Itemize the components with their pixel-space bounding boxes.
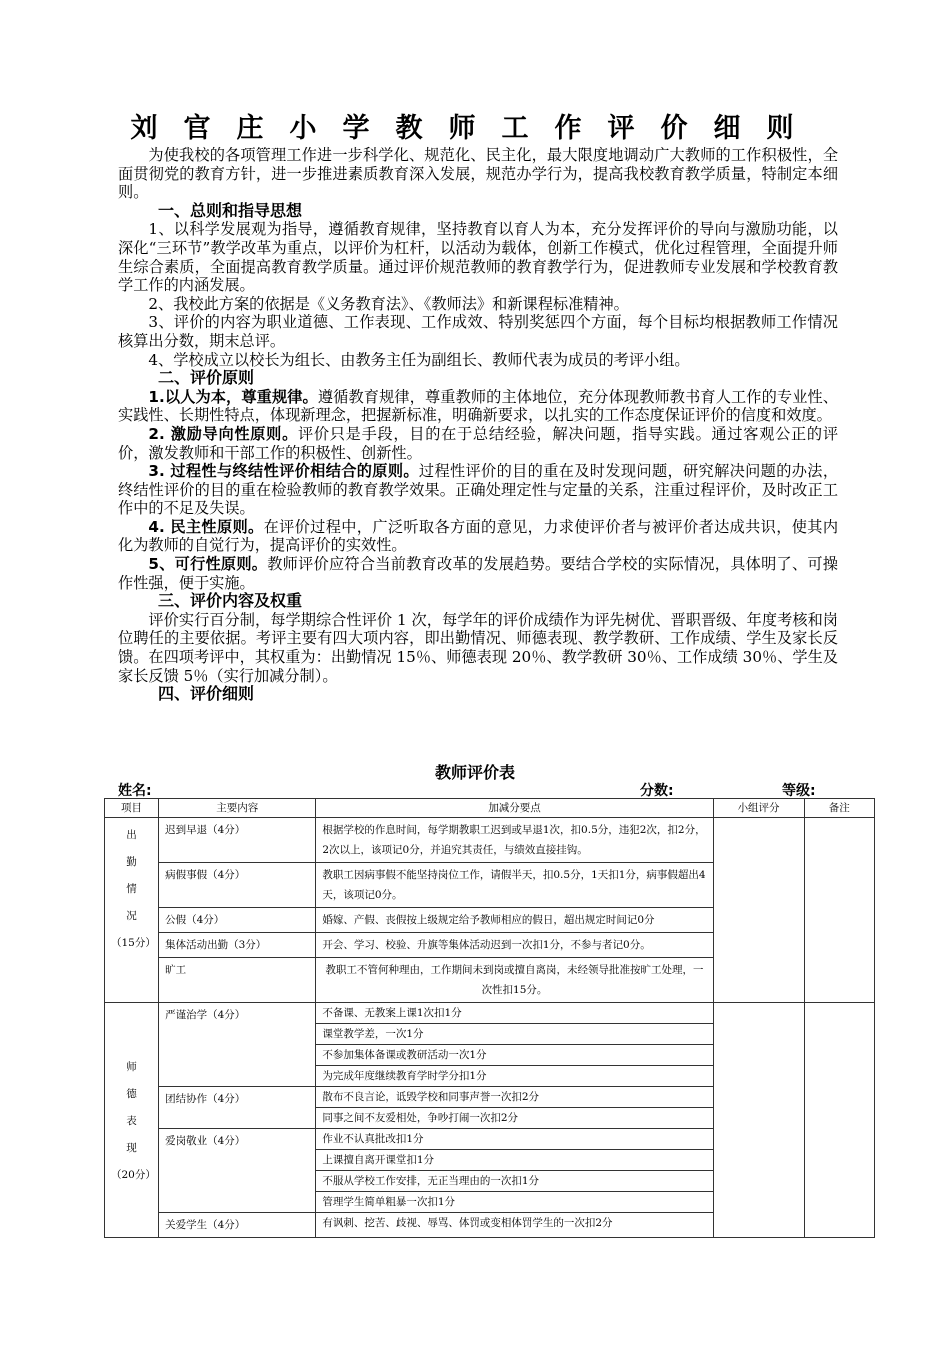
content-cell: 病假事假（4分） bbox=[159, 863, 316, 908]
category-char: 表 bbox=[126, 1114, 137, 1127]
evaluation-table bbox=[104, 798, 875, 1238]
header-content: 主要内容 bbox=[159, 799, 316, 818]
points-line: 课堂教学差，一次1分 bbox=[316, 1024, 712, 1045]
content-cell: 旷工 bbox=[159, 958, 316, 1003]
document-title: 刘官庄小学教师工作评价细则 bbox=[130, 113, 820, 144]
note-cell[interactable] bbox=[804, 818, 875, 1003]
section1-paragraph-2: 2、我校此方案的依据是《义务教育法》、《教师法》和新课程标准精神。 bbox=[148, 294, 629, 313]
principle-5-title: 5、可行性原则。 bbox=[148, 555, 268, 574]
points-cell: 教职工因病事假不能坚持岗位工作，请假半天，扣0.5分，1天扣1分，病事假超出4天，该项记0分。 bbox=[316, 863, 713, 908]
points-line: 有讽刺、挖苦、歧视、辱骂、体罚或变相体罚学生的一次扣2分 bbox=[322, 1217, 613, 1229]
principle-1-title: 1.以人为本，尊重规律。 bbox=[148, 387, 318, 406]
table-header-row bbox=[105, 799, 875, 818]
category-attendance bbox=[105, 818, 159, 1003]
points-cell bbox=[316, 1129, 713, 1213]
category-char: 出 bbox=[126, 829, 137, 841]
content-cell: 迟到早退（4分） bbox=[159, 818, 316, 863]
points-line: 不参加集体备课或教研活动一次1分 bbox=[316, 1045, 712, 1066]
category-char: 情 bbox=[126, 883, 137, 895]
score-label: 分数: bbox=[640, 783, 674, 799]
section1-paragraph-3: 3、评价的内容为职业道德、工作表现、工作成效、特别奖惩四个方面，每个目标均根据教师工作情况核算出分数，期末总评。 bbox=[118, 313, 838, 350]
section1-heading: 一、总则和指导思想 bbox=[158, 200, 303, 220]
principle-4-title: 4. 民主性原则。 bbox=[148, 517, 264, 536]
points-line: 不服从学校工作安排，无正当理由的一次扣1分 bbox=[316, 1171, 712, 1192]
points-line: 上课擅自离开课堂扣1分 bbox=[316, 1150, 712, 1171]
category-char: 师 bbox=[126, 1060, 137, 1073]
points-line: 同事之间不友爱相处，争吵打闹一次扣2分 bbox=[322, 1112, 519, 1124]
table-row bbox=[105, 1003, 875, 1087]
principle-2 bbox=[118, 425, 838, 462]
section1-paragraph-4: 4、学校成立以校长为组长、由教务主任为副组长、教师代表为成员的考评小组。 bbox=[148, 350, 690, 369]
principle-1-text: 遵循教育规律，尊重教师的主体地位，充分体现教师教书育人工作的专业性、实践性、长期性特点，体现新理念，把握新标准，明确新要求，以扎实的工作态度保证评价的信度和效度。 bbox=[118, 387, 838, 425]
content-cell: 严谨治学（4分） bbox=[159, 1003, 316, 1087]
category-weight: （20分） bbox=[111, 1168, 156, 1181]
content-cell: 公假（4分） bbox=[159, 908, 316, 933]
category-weight: （15分） bbox=[111, 937, 156, 949]
principle-4 bbox=[118, 518, 838, 555]
grade-label: 等级: bbox=[782, 783, 816, 799]
principle-2-title: 2. 激励导向性原则。 bbox=[148, 424, 298, 443]
category-char: 况 bbox=[126, 910, 137, 922]
header-points: 加减分要点 bbox=[316, 799, 713, 818]
section1-paragraph-1: 1、以科学发展观为指导，遵循教育规律，坚持教育以育人为本，充分发挥评价的导向与激励功能，以深化“三环节”教学改革为重点，以评价为杠杆，以活动为载体，创新工作模式，优化过程管理，全面提升师生综合素质，全面提高教育教学质量。通过评价规范教师的教育教学行为，促进教师专业发展和学校教育教学工作的内涵发展。 bbox=[118, 220, 838, 295]
category-ethics bbox=[105, 1003, 159, 1238]
principle-3 bbox=[118, 462, 838, 518]
section3-heading: 三、评价内容及权重 bbox=[158, 591, 303, 611]
content-cell: 集体活动出勤（3分） bbox=[159, 933, 316, 958]
note-cell[interactable] bbox=[804, 1003, 875, 1238]
category-char: 德 bbox=[126, 1087, 137, 1100]
points-line: 不备课、无教案上课1次扣1分 bbox=[316, 1003, 712, 1024]
group-score-cell[interactable] bbox=[713, 1003, 804, 1238]
points-line: 作业不认真批改扣1分 bbox=[316, 1129, 712, 1150]
principle-2-text: 评价只是手段，目的在于总结经验，解决问题，指导实践。通过客观公正的评价，激发教师和干部工作的积极性、创新性。 bbox=[118, 424, 839, 462]
points-cell bbox=[316, 1213, 713, 1238]
group-score-cell[interactable] bbox=[713, 818, 804, 1003]
content-cell: 爱岗敬业（4分） bbox=[159, 1129, 316, 1213]
name-label: 姓名: bbox=[118, 783, 152, 799]
principle-5-text: 教师评价应符合当前教育改革的发展趋势。要结合学校的实际情况，具体明了、可操作性强，便于实施。 bbox=[118, 555, 838, 592]
principle-4-text: 在评价过程中，广泛听取各方面的意见，力求使评价者与被评价者达成共识，使其内化为教师的自觉行为，提高评价的实效性。 bbox=[118, 517, 839, 555]
category-char: 勤 bbox=[126, 856, 137, 868]
table-row bbox=[105, 818, 875, 863]
principle-3-title: 3. 过程性与终结性评价相结合的原则。 bbox=[148, 462, 419, 481]
points-cell: 婚嫁、产假、丧假按上级规定给予教师相应的假日，超出规定时间记0分 bbox=[316, 908, 713, 933]
header-item: 项目 bbox=[105, 799, 159, 818]
points-line: 管理学生简单粗暴一次扣1分 bbox=[322, 1196, 456, 1208]
header-group-score: 小组评分 bbox=[713, 799, 804, 818]
principle-5 bbox=[118, 555, 838, 592]
principle-3-text: 过程性评价的目的重在及时发现问题，研究解决问题的办法，终结性评价的目的重在检验教师的教育教学效果。正确处理定性与定量的关系，注重过程评价，及时改正工作中的不足及失误。 bbox=[118, 462, 839, 518]
points-line: 为完成年度继续教育学时学分扣1分 bbox=[322, 1070, 487, 1082]
section4-heading: 四、评价细则 bbox=[158, 684, 255, 704]
section3-paragraph: 评价实行百分制，每学期综合性评价 1 次，每学年的评价成绩作为评先树优、晋职晋级、年度考核和岗位聘任的主要依据。考评主要有四大项内容，即出勤情况、师德表现、教学教研、工作成绩、学生及家长反馈。在四项考评中，其权重为：出勤情况 15％、师德表现 20％、教学教研 30％、工作成绩 30％、学生及家长反馈 5％（实行加减分制）。 bbox=[118, 610, 838, 685]
document-body bbox=[118, 146, 838, 704]
principle-1 bbox=[118, 388, 838, 425]
content-cell: 团结协作（4分） bbox=[159, 1087, 316, 1129]
points-cell: 教职工不管何种理由，工作期间未到岗或擅自离岗，未经领导批准按旷工处理，一次性扣15分。 bbox=[316, 958, 713, 1003]
points-cell bbox=[316, 1087, 713, 1129]
category-char: 现 bbox=[126, 1141, 137, 1154]
points-line: 散布不良言论，诋毁学校和同事声誉一次扣2分 bbox=[316, 1087, 712, 1108]
section2-heading: 二、评价原则 bbox=[158, 368, 255, 388]
evaluation-meta-row bbox=[118, 780, 838, 798]
points-cell: 开会、学习、校验、升旗等集体活动迟到一次扣1分，不参与者记0分。 bbox=[316, 933, 713, 958]
points-cell: 根据学校的作息时间，每学期教职工迟到或早退1次，扣0.5分，违犯2次，扣2分，2次以上，该项记0分，并追究其责任，与绩效直接挂钩。 bbox=[316, 818, 713, 863]
content-cell: 关爱学生（4分） bbox=[159, 1213, 316, 1238]
header-note: 备注 bbox=[804, 799, 875, 818]
points-cell bbox=[316, 1003, 713, 1087]
table-title: 教师评价表 bbox=[434, 763, 515, 782]
intro-paragraph: 为使我校的各项管理工作进一步科学化、规范化、民主化，最大限度地调动广大教师的工作积极性，全面贯彻党的教育方针，进一步推进素质教育深入发展，规范办学行为，提高我校教育教学质量，特制定本细则。 bbox=[118, 146, 838, 202]
